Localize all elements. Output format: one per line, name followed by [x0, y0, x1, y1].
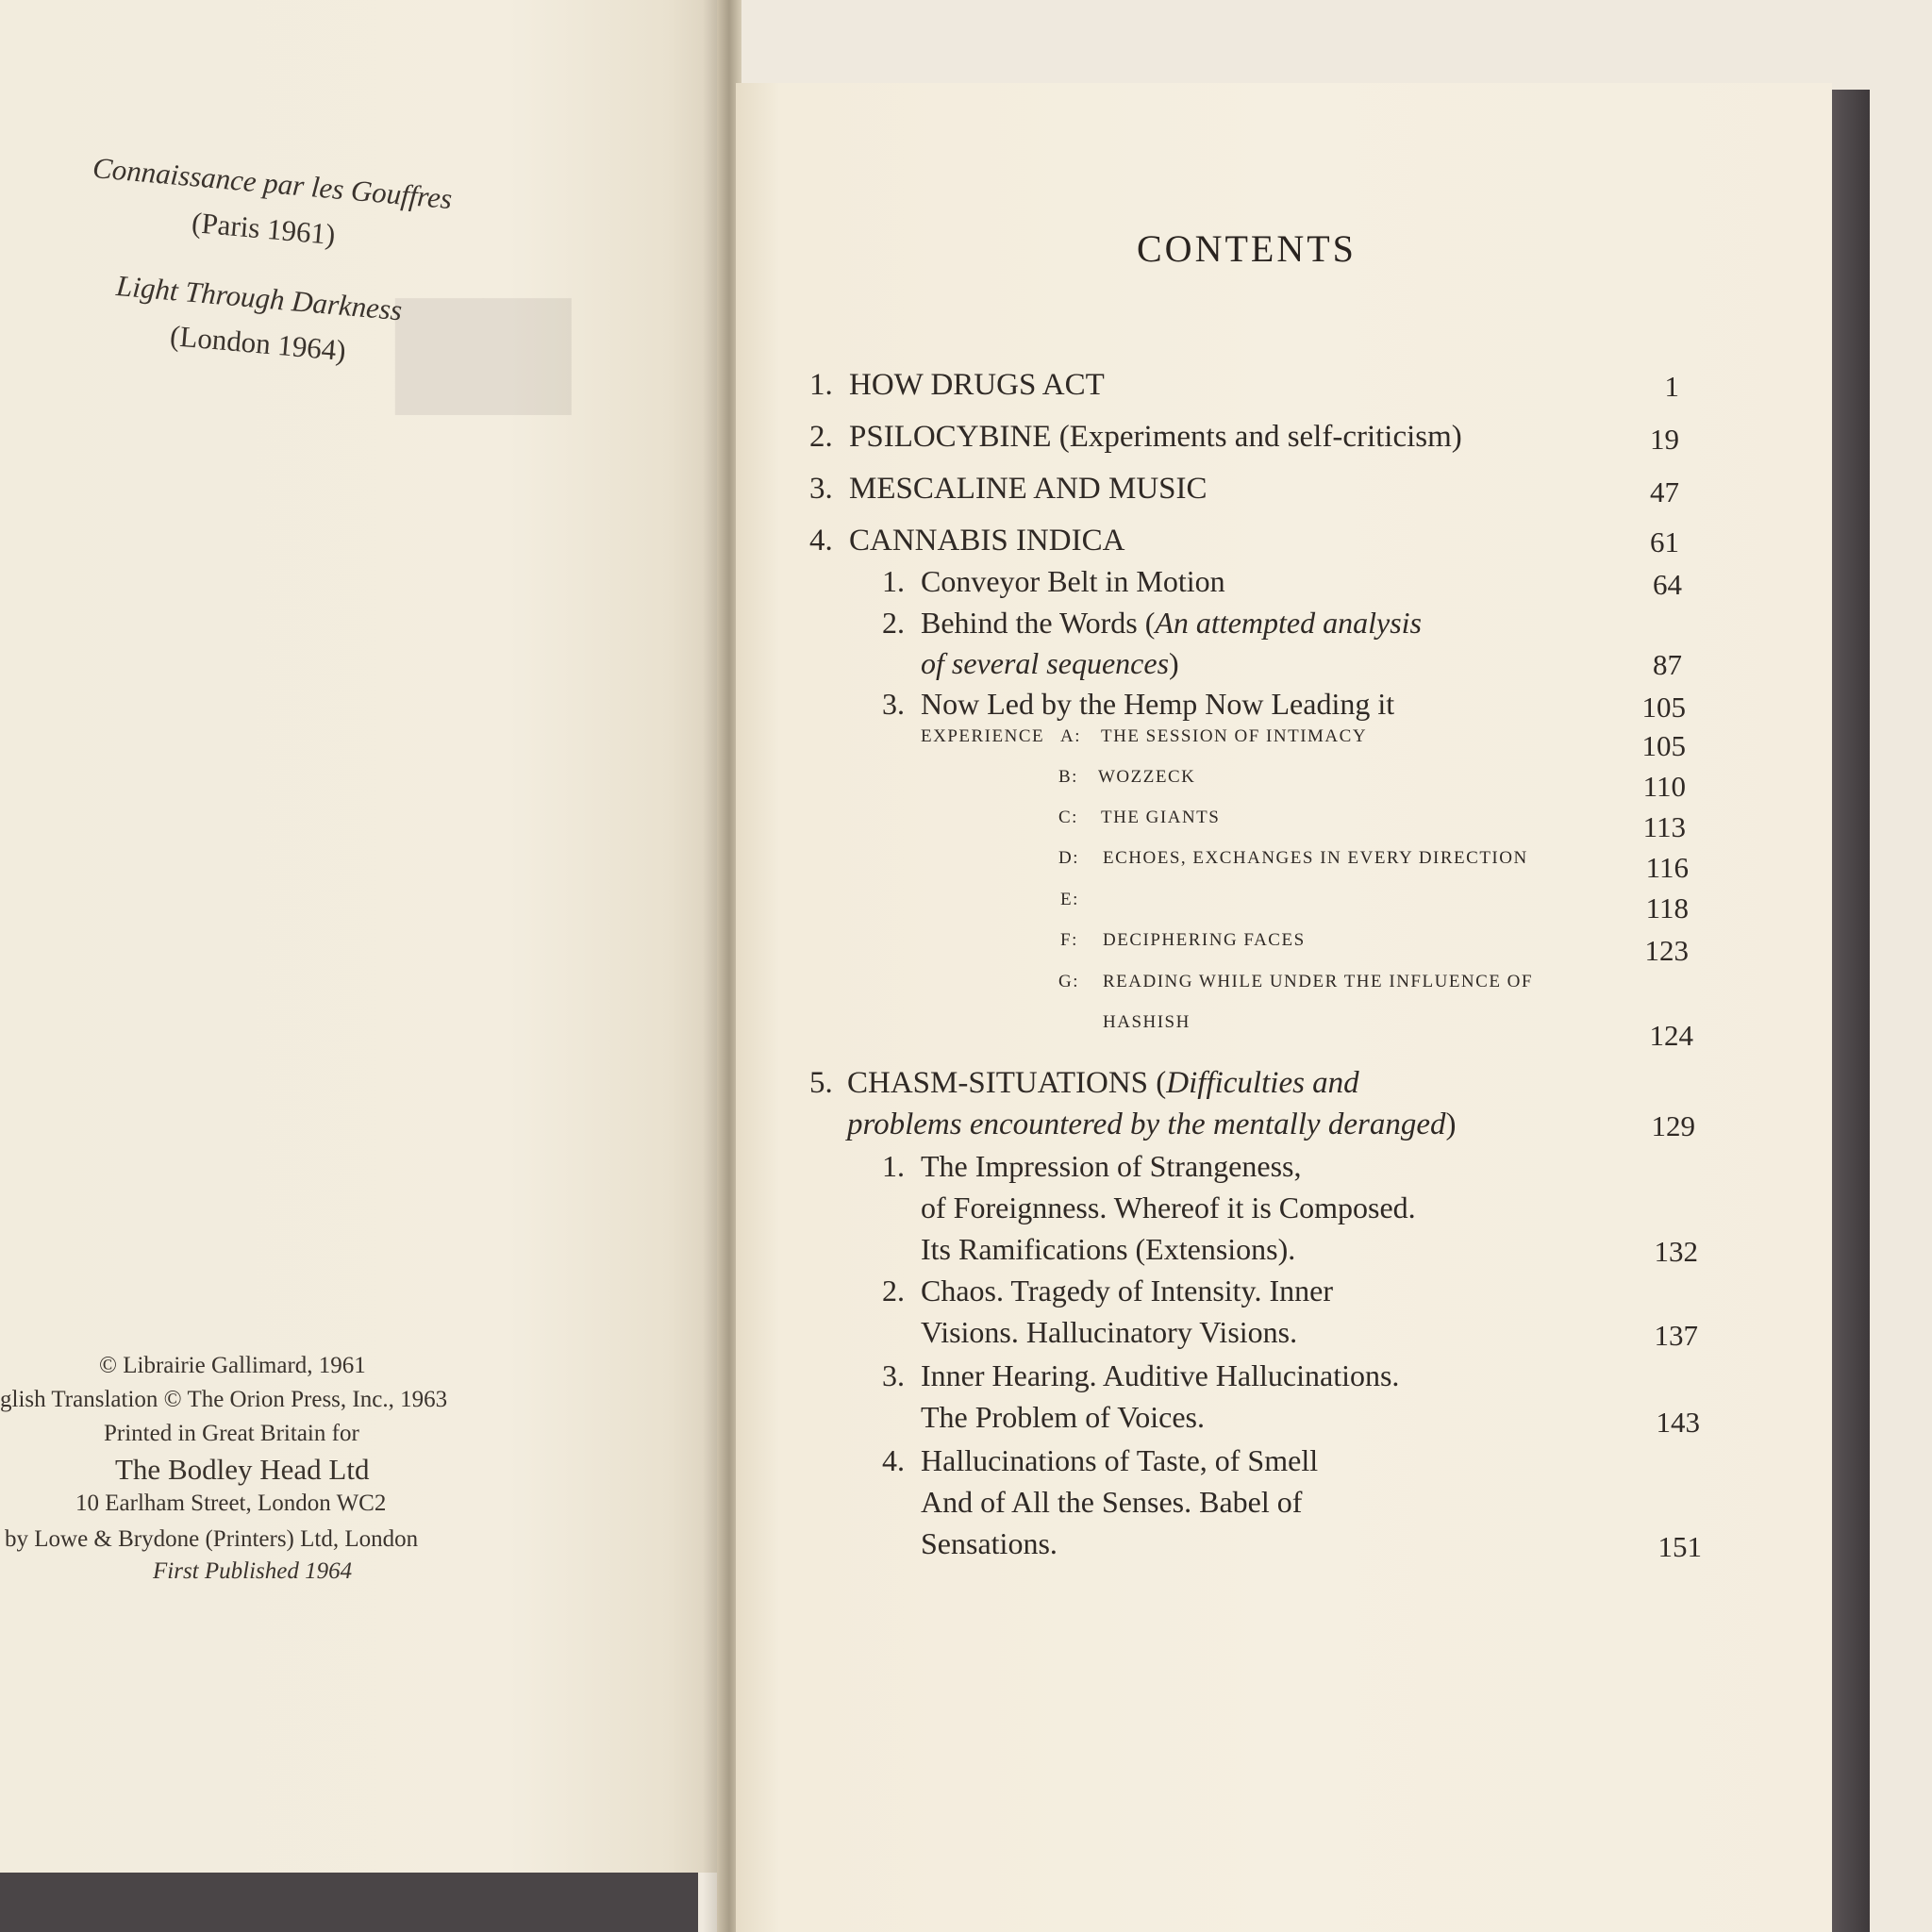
page-number: 1: [1664, 370, 1679, 403]
chapter-number: 1.: [809, 368, 833, 402]
experience-letter: A:: [1060, 726, 1081, 746]
experience-letter: C:: [1058, 808, 1078, 827]
chapter-title: MESCALINE AND MUSIC: [849, 472, 1208, 506]
work-detail-2: (London 1964): [168, 319, 348, 368]
page-number: 151: [1657, 1530, 1702, 1563]
experience-letter: E:: [1060, 890, 1079, 909]
page-number: 137: [1654, 1319, 1698, 1352]
section-number: 4.: [882, 1443, 905, 1477]
imprint-line: Printed in Great Britain for: [104, 1421, 359, 1446]
show-through-shadow: ▇▇: [396, 286, 571, 411]
section-number: 3.: [882, 687, 905, 721]
section-line: The Problem of Voices.: [921, 1400, 1205, 1434]
experience-title: READING WHILE UNDER THE INFLUENCE OF: [1103, 972, 1533, 991]
work-title-2: Light Through Darkness: [114, 269, 404, 327]
imprint-first-published: First Published 1964: [153, 1558, 353, 1584]
section-number: 3.: [882, 1358, 905, 1392]
section-line: Sensations.: [921, 1526, 1058, 1560]
work-title-1: Connaissance par les Gouffres: [91, 151, 454, 216]
chapter-title-continued: problems encountered by the mentally deranged): [847, 1108, 1457, 1141]
experience-letter: G:: [1058, 972, 1079, 991]
page-number: 64: [1653, 568, 1682, 601]
section-line: Visions. Hallucinatory Visions.: [921, 1315, 1298, 1349]
section-line: And of All the Senses. Babel of: [921, 1485, 1303, 1519]
section-title: Now Led by the Hemp Now Leading it: [921, 687, 1395, 721]
page-number: 118: [1645, 891, 1689, 924]
page-number: 129: [1651, 1109, 1695, 1142]
chapter-title: CHASM-SITUATIONS (Difficulties and: [847, 1066, 1359, 1100]
experience-title: ECHOES, EXCHANGES IN EVERY DIRECTION: [1103, 848, 1528, 868]
section-line: Hallucinations of Taste, of Smell: [921, 1443, 1319, 1477]
imprint-publisher: The Bodley Head Ltd: [115, 1453, 370, 1486]
page-number: 19: [1650, 423, 1679, 456]
section-title: Behind the Words (An attempted analysis: [921, 606, 1422, 640]
page-number: 143: [1656, 1406, 1700, 1439]
experience-letter: B:: [1058, 767, 1078, 787]
right-page: [736, 83, 1832, 1932]
left-cover-cloth: [0, 1873, 698, 1932]
imprint-line: by Lowe & Brydone (Printers) Ltd, London: [5, 1526, 419, 1552]
imprint-line: glish Translation © The Orion Press, Inc., 1963: [0, 1387, 448, 1412]
chapter-number: 3.: [809, 472, 833, 506]
page-number: 132: [1654, 1235, 1698, 1268]
section-line: of Foreignness. Whereof it is Composed.: [921, 1191, 1416, 1224]
section-title-continued: of several sequences): [921, 646, 1179, 680]
experience-title: THE SESSION OF INTIMACY: [1101, 726, 1368, 746]
experience-title: WOZZECK: [1098, 767, 1196, 787]
chapter-number: 5.: [809, 1066, 833, 1100]
page-number: 110: [1642, 770, 1686, 803]
page-number: 61: [1650, 525, 1679, 558]
section-number: 1.: [882, 564, 905, 598]
page-number: 105: [1641, 691, 1686, 724]
contents-heading: CONTENTS: [1137, 227, 1357, 270]
experience-title-continued: HASHISH: [1103, 1012, 1191, 1032]
chapter-number: 4.: [809, 524, 833, 558]
imprint-line: 10 Earlham Street, London WC2: [75, 1491, 387, 1516]
chapter-title: HOW DRUGS ACT: [849, 368, 1105, 402]
right-cover-cloth: [1832, 90, 1870, 1932]
page-number: 87: [1653, 648, 1682, 681]
chapter-title: PSILOCYBINE (Experiments and self-criticism): [849, 420, 1462, 454]
chapter-title: CANNABIS INDICA: [849, 524, 1125, 558]
section-title: Conveyor Belt in Motion: [921, 564, 1225, 598]
page-number: 116: [1645, 851, 1689, 884]
section-number: 2.: [882, 606, 905, 640]
page-number: 123: [1644, 934, 1689, 967]
left-page: [0, 0, 726, 1873]
section-line: The Impression of Strangeness,: [921, 1149, 1302, 1183]
experience-prefix: EXPERIENCE: [921, 726, 1045, 746]
page-number: 113: [1642, 810, 1686, 843]
experience-title: DECIPHERING FACES: [1103, 930, 1306, 950]
imprint-line: © Librairie Gallimard, 1961: [99, 1353, 366, 1378]
section-number: 1.: [882, 1149, 905, 1183]
page-number: 47: [1650, 475, 1679, 508]
section-line: Chaos. Tragedy of Intensity. Inner: [921, 1274, 1333, 1307]
page-number: 124: [1649, 1019, 1693, 1052]
section-number: 2.: [882, 1274, 905, 1307]
section-line: Inner Hearing. Auditive Hallucinations.: [921, 1358, 1400, 1392]
experience-letter: D:: [1058, 848, 1079, 868]
section-line: Its Ramifications (Extensions).: [921, 1232, 1296, 1266]
page-number: 105: [1641, 729, 1686, 762]
experience-title: THE GIANTS: [1101, 808, 1221, 827]
chapter-number: 2.: [809, 420, 833, 454]
work-detail-1: (Paris 1961): [190, 206, 337, 252]
experience-letter: F:: [1060, 930, 1078, 950]
